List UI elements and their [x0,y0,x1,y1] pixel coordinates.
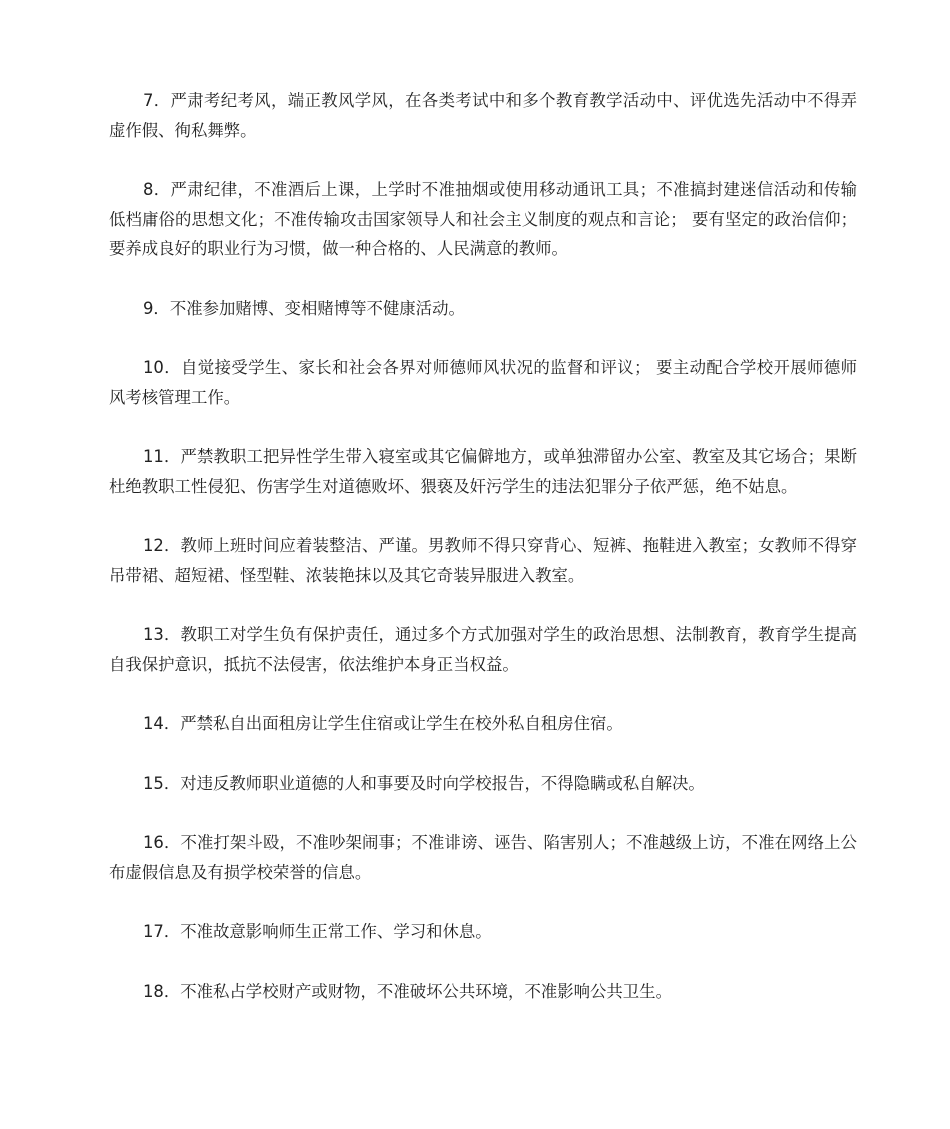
rule-paragraph-9: 9．不准参加赌博、变相赌博等不健康活动。 [143,298,465,318]
rule-paragraph-8: 8．严肃纪律，不准酒后上课，上学时不准抽烟或使用移动通讯工具；不准搞封建迷信活动和传输低档庸俗的思想文化；不准传输攻击国家领导人和社会主义制度的观点和言论； 要有坚定的政治信仰；要养成良好的职业行为习惯，做一种合格的、人民满意的教师。 [109,180,857,258]
rule-paragraph-13: 13．教职工对学生负有保护责任，通过多个方式加强对学生的政治思想、法制教育，教育学生提高自我保护意识，抵抗不法侵害，依法维护本身正当权益。 [109,625,857,674]
document-page [109,86,857,1036]
rule-paragraph-11: 11．严禁教职工把异性学生带入寝室或其它偏僻地方，或单独滞留办公室、教室及其它场合；果断杜绝教职工性侵犯、伤害学生对道德败坏、猥亵及奸污学生的违法犯罪分子依严惩，绝不姑息。 [109,447,857,496]
rule-paragraph-15: 15．对违反教师职业道德的人和事要及时向学校报告，不得隐瞒或私自解决。 [143,773,705,793]
rule-paragraph-14: 14．严禁私自出面租房让学生住宿或让学生在校外私自租房住宿。 [143,714,623,733]
rule-paragraph-10: 10．自觉接受学生、家长和社会各界对师德师风状况的监督和评议； 要主动配合学校开展师德师风考核管理工作。 [109,358,857,407]
rule-paragraph-16: 16．不准打架斗殴，不准吵架闹事；不准诽谤、诬告、陷害别人；不准越级上访，不准在网络上公布虚假信息及有损学校荣誉的信息。 [109,833,857,882]
rule-paragraph-7: 7．严肃考纪考风，端正教风学风，在各类考试中和多个教育教学活动中、评优选先活动中不得弄虚作假、徇私舞弊。 [109,91,857,140]
rule-paragraph-12: 12．教师上班时间应着装整洁、严谨。男教师不得只穿背心、短裤、拖鞋进入教室；女教师不得穿吊带裙、超短裙、怪型鞋、浓装艳抹以及其它奇装异服进入教室。 [109,536,857,585]
rule-paragraph-18: 18．不准私占学校财产或财物，不准破坏公共环境，不准影响公共卫生。 [143,981,672,1001]
rule-paragraph-17: 17．不准故意影响师生正常工作、学习和休息。 [143,922,492,941]
